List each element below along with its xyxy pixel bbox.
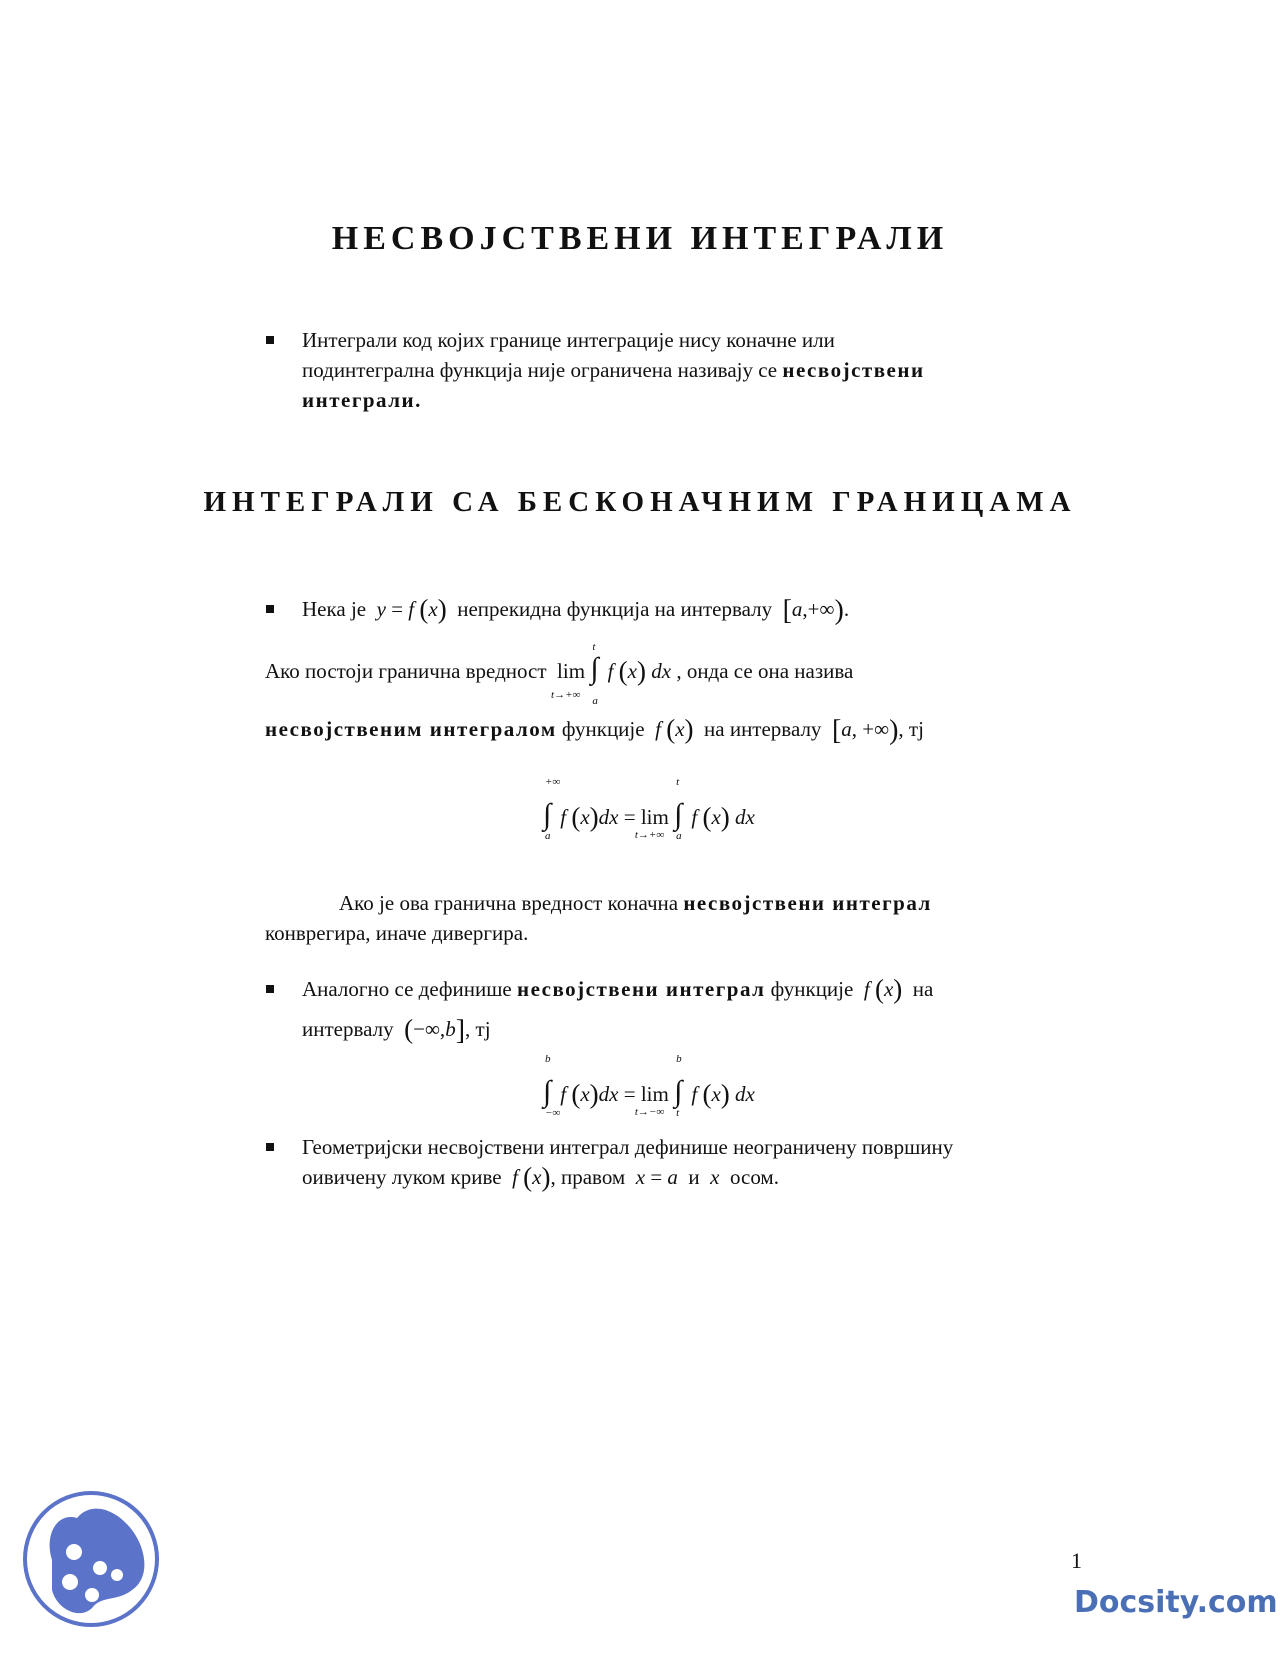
intro-paragraph <box>302 325 1122 415</box>
intro-line-3: интеграли. <box>302 388 422 412</box>
paragraph-p3: несвојственим интегралом функције f (x) на интервалу [a, +∞), тј <box>265 714 924 746</box>
docsity-logo <box>22 1490 160 1628</box>
paragraph-p4: Ако је ова гранична вредност коначна несвојствени интеграл конвpегира, иначе дивергира. <box>265 891 932 945</box>
intro-line-2: подинтегрална функција није ограничена називају се несвојствени <box>302 358 925 382</box>
paragraph-p5: Аналогно се дефинише несвојствени интеграл функције f (x) на интервалу (−∞,b], тј <box>302 974 934 1046</box>
equation-improper-integral-a-inf: ∫ +∞ a f (x)dx = lim t→+∞ ∫ t a f (x) dx <box>543 776 755 842</box>
intro-line-1: Интеграли код којих границе интеграције нису коначне или <box>302 328 835 352</box>
section-title: ИНТЕГРАЛИ СА БЕСКОНАЧНИМ ГРАНИЦАМА <box>203 486 1077 518</box>
paragraph-p2: Ако постоји гранична вредност lim t→+∞ ∫ t a f (x) dx , онда се она назива <box>265 641 854 707</box>
page-title: НЕСВОЈСТВЕНИ ИНТЕГРАЛИ <box>331 220 949 257</box>
docsity-logo-icon <box>22 1490 160 1628</box>
bullet <box>266 605 274 613</box>
bullet <box>266 336 274 344</box>
equation-improper-integral-inf-b: ∫ b −∞ f (x)dx = lim t→−∞ ∫ b t f (x) dx <box>543 1053 755 1119</box>
paragraph-p6: Геометријски несвојствени интеграл дефинише неограничену површину оивичену луком криве f (x), правом x = a и x осом. <box>302 1135 954 1192</box>
page-number: 1 <box>1071 1548 1082 1573</box>
paragraph-p1: Нека је y = f (x) непрекидна функција на интервалу [a,+∞). <box>302 594 850 626</box>
bullet <box>266 1143 274 1151</box>
docsity-watermark: Docsity.com <box>1074 1585 1278 1620</box>
bullet <box>266 985 274 993</box>
